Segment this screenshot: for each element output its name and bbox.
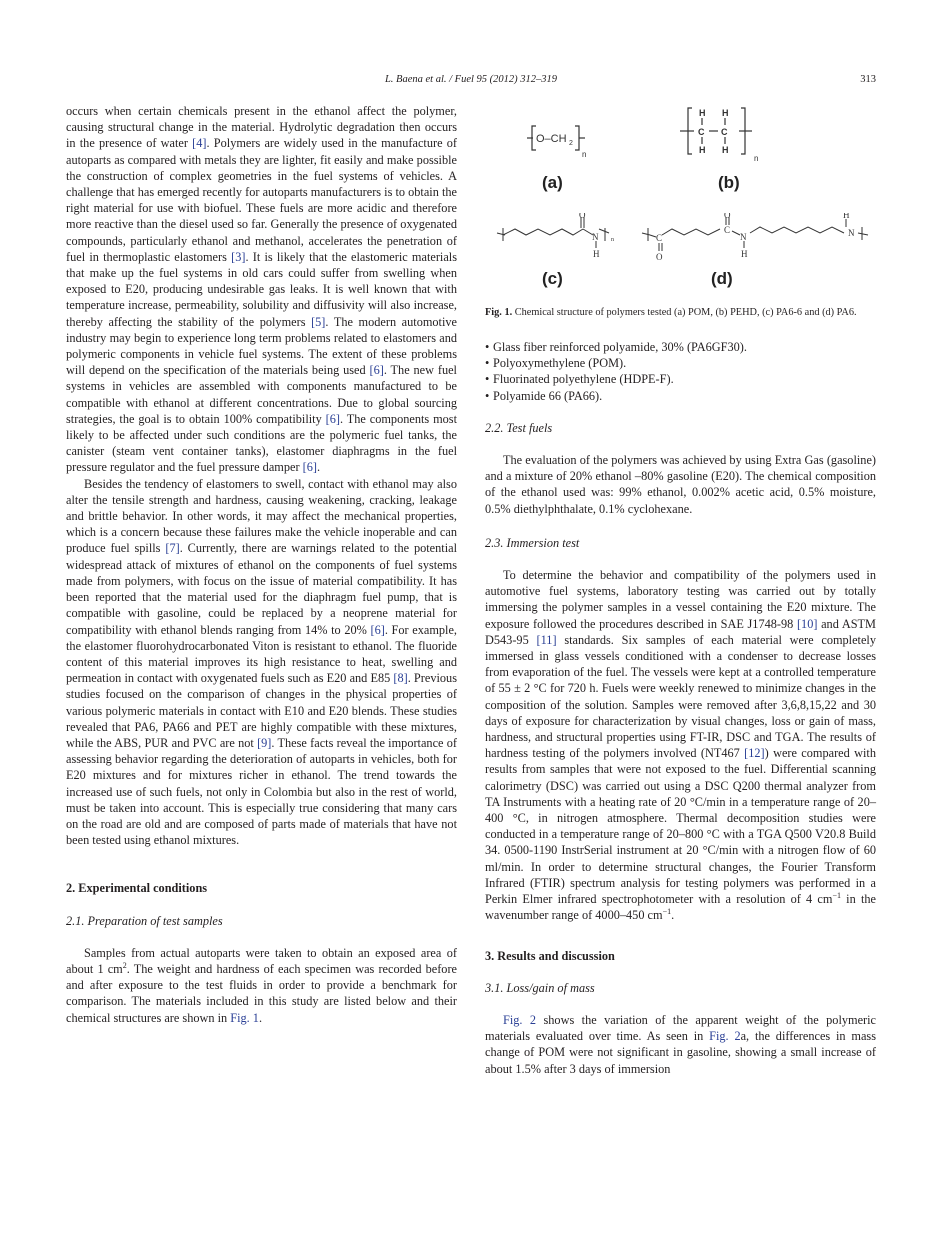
- list-item: • Fluorinated polyethylene (HDPE-F).: [485, 371, 876, 387]
- citation-link[interactable]: [6]: [302, 460, 317, 475]
- pehd-structure-diagram: [680, 105, 765, 165]
- svg-text:N: N: [592, 232, 599, 242]
- pa6-structure-diagram: [640, 213, 880, 268]
- page-header: [66, 74, 876, 90]
- svg-text:H: H: [699, 108, 706, 118]
- figure-link[interactable]: Fig. 1: [230, 1010, 259, 1025]
- subsection-heading: 2.2. Test fuels: [485, 420, 553, 435]
- citation-link[interactable]: [6]: [369, 363, 384, 378]
- citation-link[interactable]: [12]: [744, 746, 765, 761]
- svg-text:H: H: [699, 145, 706, 155]
- figure-label-c: (c): [542, 269, 563, 288]
- running-head: L. Baena et al. / Fuel 95 (2012) 312–319: [384, 74, 558, 85]
- subsection-heading: 2.3. Immersion test: [485, 535, 580, 550]
- materials-list: [485, 339, 876, 404]
- citation-link[interactable]: [4]: [192, 136, 207, 151]
- pom-formula-text: O–CH: [536, 133, 567, 145]
- subsection-heading: 2.1. Preparation of test samples: [66, 913, 223, 928]
- figure-link[interactable]: Fig. 2: [503, 1012, 537, 1027]
- svg-text:C: C: [656, 233, 663, 243]
- svg-text:O: O: [724, 213, 731, 220]
- right-column: [485, 100, 876, 1077]
- section-heading: 3. Results and discussion: [485, 948, 615, 963]
- paragraph-results: Fig. 2 shows the variation of the apparent weight of the polymeric materials evaluated over time. As seen in Fig. 2a, the differences in mass change of POM were not significant in gasoline, showing a small increase of about 1.5% after 3 days of immersion: [485, 1012, 877, 1076]
- svg-text:n: n: [582, 150, 587, 159]
- svg-text:N: N: [740, 232, 747, 242]
- pom-structure-diagram: [525, 122, 605, 162]
- paragraph-intro-continued: occurs when certain chemicals present in the ethanol affect the polymer, causing structural change in the material. Hydrolytic degradation then occurs in the presence of water [4]. Polymers are widely used in the manufacture of autoparts as compared with metals they are lighter, fit easily and make possible the construction of complex geometries in the fuel systems of vehicles. A challenge that has emerged recently for autoparts manufacturers is to obtain the right material for use with biofuel. These fuels are more acidic and therefore more reactive than the diesel used so far. Generally the presence of oxygenated compounds, particularly ethanol and methanol, accelerates the penetration of fuel in thermoplastic elastomers [3]. It is likely that the elastomeric materials that make up the fuel systems in old cars could suffer from swelling when exposed to E20, producing undesirable gas leaks. It is well known that with temperature increase, permeability, solubility and diffusivity will also increase, thereby affecting the stability of the polymers [5]. The modern automotive industry may begin to experience long term problems related to elastomers and polymeric components in vehicle fuel systems. The extent of these problems will depend on the specification of the materials being used [6]. The new fuel systems in vehicles are assembled with components manufactured to be compatible with ethanol at different concentrations. Due to global sourcing strategies, the goal is to obtain 100% compatibility [6]. The components most likely to be affected under such conditions are the polymeric fuel tanks, the canister (steam vent container tanks), elastomer diaphragms in the fuel pressure regulator and the fuel pressure damper [6].: [66, 104, 457, 475]
- figure-label-b: (b): [718, 173, 740, 192]
- svg-text:N: N: [848, 228, 855, 238]
- paragraph-elastomers: Besides the tendency of elastomers to swell, contact with ethanol may also alter the tensile strength and hardness, causing weakening, cracking, leakage and brittle behavior. In other words, it may affect the mechanical properties, which is a concern because these failures make the vehicle inoperable and can produce fuel spills [7]. Currently, there are warnings related to the potential widespread attack of mixtures of ethanol on the components of fuel systems made from polymers, with focus on the issue of material compatibility. It has been reported that the material used for the diaphragm fuel pump, that is compatible with gasoline, could be replaced by a neoprene material for compatibility with ethanol blends ranging from 14% to 20% [6]. For example, the elastomer fluorohydrocarbonated Viton is resistant to ethanol. The fluoride content of this material improves its high resistance to heat, swelling and permeation in contact with oxygenated fuels such as E20 and E85 [8]. Previous studies focused on the comparison of changes in the physical properties of various polymeric materials in contact with E10 and E20 blends. These studies revealed that PA6, PA66 and PET are highly compatible with these mixtures, while the ABS, PUR and PVC are not [9]. These facts reveal the importance of assessing behavior regarding the deterioration of autoparts in vehicles, both for E20 mixtures and for mixtures richer in ethanol. The trend towards the increased use of such fuels, not only in Colombia but also in the rest of world, must be taken into account. This is especially true considering that many cars on the road are old and are composed of parts made of materials that have not been tested using ethanol mixtures.: [66, 476, 458, 848]
- svg-text:O: O: [656, 252, 663, 262]
- paragraph-test-fuels: The evaluation of the polymers was achieved by using Extra Gas (gasoline) and a mixture of 20% ethanol –80% gasoline (E20). The chemical composition of the ethanol used was: 99% ethanol, 0.002% acetic acid, 0.5% moisture, 0.5% diethylphthalate, 0.1% cyclohexane.: [485, 453, 876, 516]
- list-item: • Polyoxymethylene (POM).: [485, 355, 876, 371]
- citation-link[interactable]: [3]: [231, 249, 246, 264]
- svg-text:H: H: [741, 249, 748, 259]
- svg-text:C: C: [698, 127, 705, 137]
- list-item: • Polyamide 66 (PA66).: [485, 388, 876, 404]
- citation-link[interactable]: [6]: [370, 622, 385, 637]
- figure-caption: Fig. 1. Chemical structure of polymers tested (a) POM, (b) PEHD, (c) PA6-6 and (d) PA6.: [485, 307, 857, 318]
- citation-link[interactable]: [9]: [257, 735, 272, 750]
- section-heading: 2. Experimental conditions: [66, 881, 208, 896]
- svg-text:H: H: [843, 213, 850, 220]
- svg-text:H: H: [593, 249, 600, 259]
- figure-1: [485, 100, 876, 300]
- svg-text:C: C: [724, 225, 731, 235]
- svg-text:n: n: [754, 154, 759, 163]
- citation-link[interactable]: [10]: [796, 616, 818, 631]
- citation-link[interactable]: [6]: [325, 411, 340, 426]
- paragraph-immersion-test: To determine the behavior and compatibility of the polymers used in automotive fuel systems, laboratory testing was carried out by totally immersing the polymer samples in a vessel containing the E20 mixture. The exposure followed the procedures described in SAE J1748-98 [10] and ASTM D543-95 [11] standards. Six samples of each material were completely immersed in glass vessels conditioned with a condenser to decrease losses from evaporation of the fuel. The vessels were kept at a controlled temperature of 55 ± 2 °C for 720 h. Fuels were weekly renewed to minimize changes in the composition of the solution. Samples were removed after 3,6,8,15,22 and 30 days of exposure for characterization by visual changes, loss or gain of mass, hardness, and structural properties using FT-IR, DSC and TGA. The results of hardness testing of the polymers involved (NT467 [12]) were compared with results from samples that were not exposed to the fuel. Differential scanning calorimetry (DSC) was carried out using a DSC Q200 thermal analyzer from TA Instruments with a heating rate of 20 °C/min in a temperature range of 20–400 °C, in nitrogen atmosphere. Thermal decomposition studies were conducted in a temperature range of 20–800 °C with a TGA Q500 V20.8 Build 34. 0500-1190 InstrSerial instrument at 20 °C/min with a nitrogen flow of 60 ml/min. In order to determine structural changes, the Fourier Transform Infrared (FTIR) spectrum analysis for testing polymers was performed in a Perkin Elmer infrared spectrophotometer with a resolution of 4 $cm^{-1}$ in the wavenumber range of 4000–450 $cm^{-1}$.: [485, 568, 876, 923]
- svg-text:O: O: [579, 213, 586, 220]
- svg-text:C: C: [721, 127, 728, 137]
- citation-link[interactable]: [8]: [393, 671, 408, 686]
- svg-text:H: H: [722, 145, 729, 155]
- citation-link[interactable]: [5]: [311, 314, 326, 329]
- subsection-heading: 3.1. Loss/gain of mass: [485, 980, 595, 995]
- page-number: 313: [860, 74, 876, 85]
- pa66-structure-diagram: [495, 213, 625, 268]
- figure-label-a: (a): [542, 173, 563, 192]
- svg-text:H: H: [722, 108, 729, 118]
- figure-label-d: (d): [711, 269, 733, 288]
- citation-link[interactable]: [7]: [165, 541, 180, 556]
- left-column: [66, 103, 457, 1026]
- svg-text:n: n: [611, 237, 614, 243]
- figure-link[interactable]: Fig. 2: [709, 1029, 741, 1044]
- paragraph-samples: Samples from actual autoparts were taken to obtain an exposed area of about 1 $cm^2$. The weight and hardness of each specimen was recorded before and after exposure to the test fluids in order to provide a benchmark for comparison. The materials included in this study are listed below and their chemical structures are shown in Fig. 1.: [66, 945, 457, 1025]
- svg-text:2: 2: [569, 140, 573, 147]
- citation-link[interactable]: [11]: [536, 632, 557, 647]
- list-item: • Glass fiber reinforced polyamide, 30% (PA6GF30).: [485, 339, 876, 355]
